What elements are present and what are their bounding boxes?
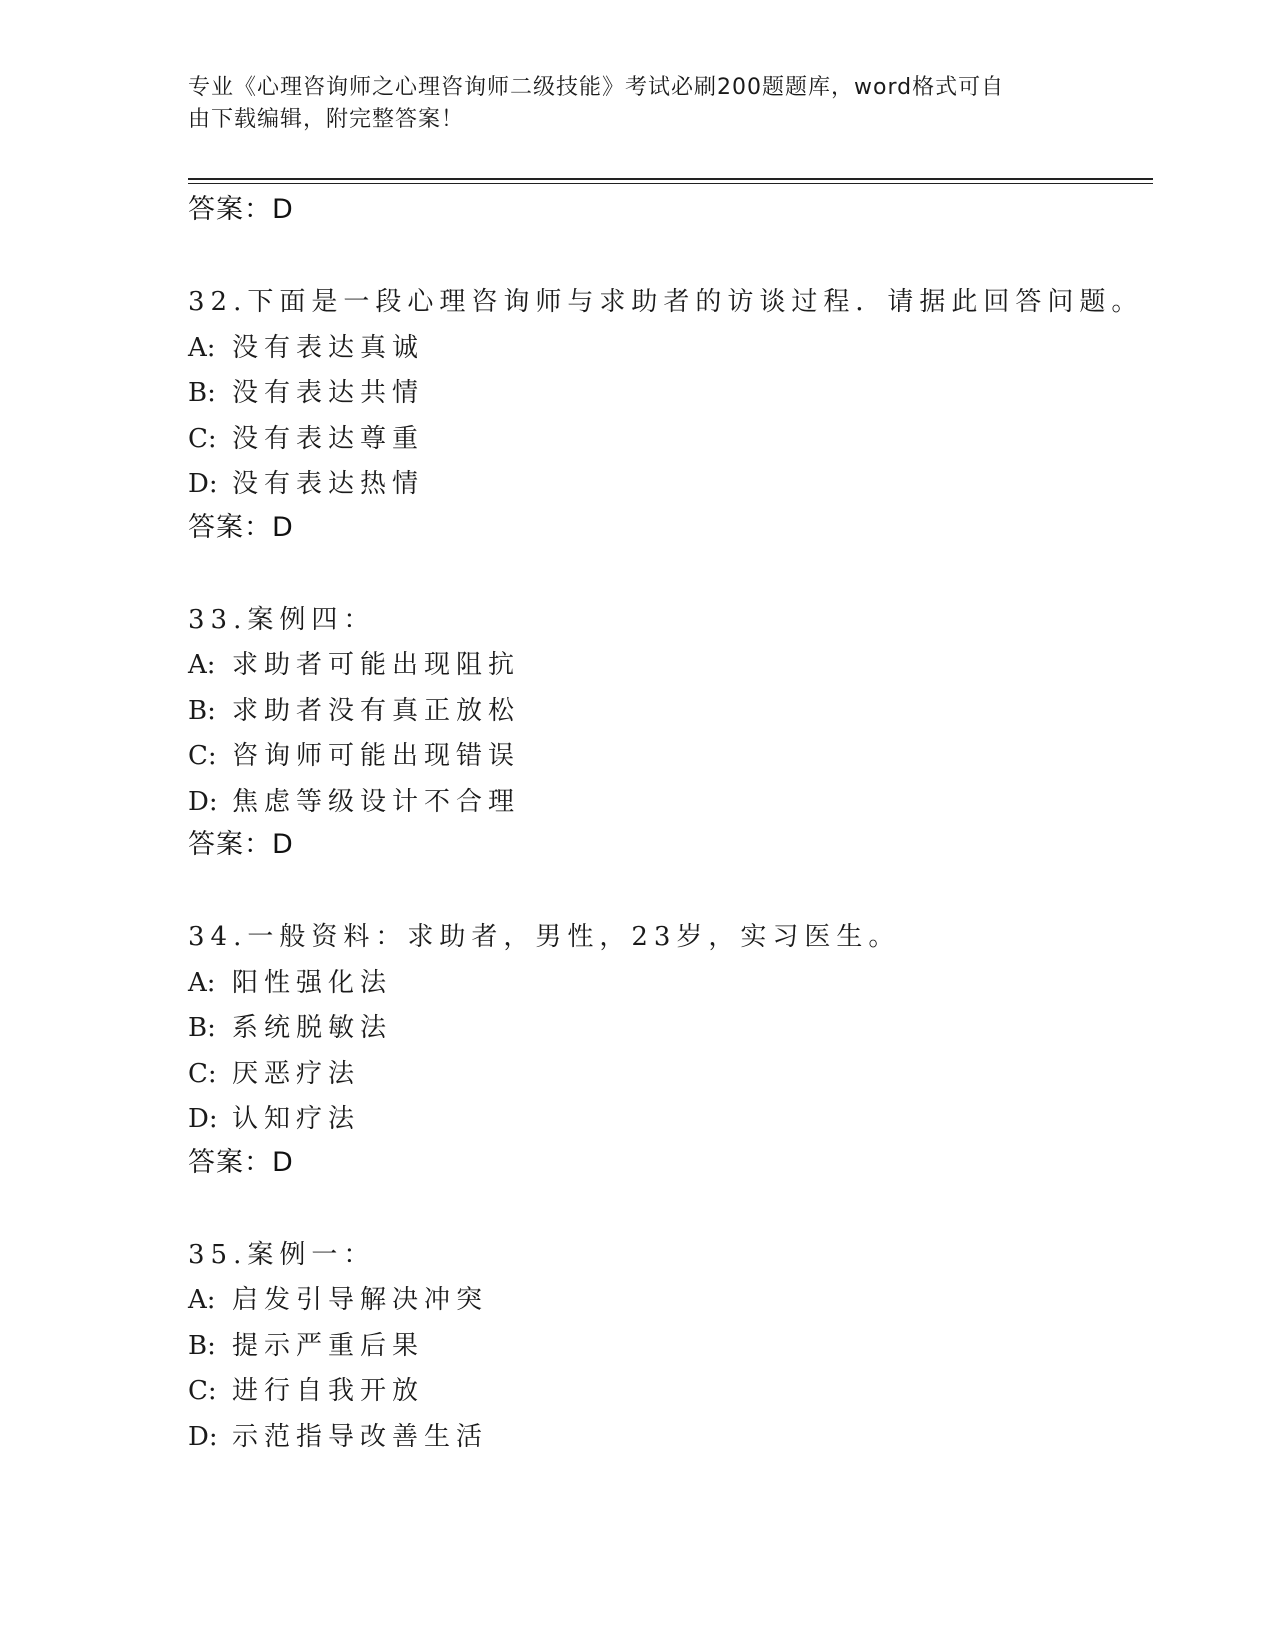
option-text: 阳性强化法 — [232, 967, 393, 998]
header-line-2: 由下载编辑，附完整答案！ — [188, 107, 465, 132]
answer-line: 答案：D — [188, 511, 294, 543]
option-a — [188, 326, 1153, 372]
option-b — [188, 1006, 1153, 1052]
answer-line: 答案：D — [188, 194, 294, 225]
option-letter: D: — [188, 1421, 218, 1452]
option-d — [188, 1097, 1153, 1143]
option-letter: B: — [188, 1013, 216, 1043]
question-list — [188, 190, 1153, 1460]
option-c — [188, 1052, 1153, 1098]
option-text: 进行自我开放 — [232, 1376, 425, 1406]
option-letter: C: — [188, 741, 217, 771]
option-letter: D: — [188, 469, 218, 499]
option-letter: B: — [188, 695, 216, 726]
option-b — [188, 371, 1153, 417]
option-b — [188, 1324, 1153, 1370]
option-letter: A: — [188, 332, 216, 363]
option-letter: B: — [188, 378, 216, 408]
option-text: 系统脱敏法 — [232, 1013, 393, 1043]
option-a — [188, 1278, 1153, 1324]
document-header — [188, 72, 1068, 136]
option-b — [188, 689, 1153, 735]
option-d — [188, 780, 1153, 826]
option-letter: A: — [188, 650, 216, 680]
option-c — [188, 417, 1153, 463]
question-34 — [188, 915, 1153, 1183]
option-letter: A: — [188, 1285, 216, 1315]
option-text: 求助者可能出现阻抗 — [232, 650, 521, 680]
option-c — [188, 1369, 1153, 1415]
question-stem: 33.案例四： — [188, 604, 376, 635]
option-text: 没有表达共情 — [232, 378, 425, 408]
option-letter: C: — [188, 1058, 217, 1089]
answer-line: 答案：D — [188, 1146, 294, 1178]
question-stem: 34.一般资料：求助者，男性，23岁，实习医生。 — [188, 922, 901, 952]
option-text: 焦虑等级设计不合理 — [232, 786, 521, 817]
question-32 — [188, 280, 1153, 548]
option-text: 没有表达真诚 — [232, 332, 425, 363]
option-text: 咨询师可能出现错误 — [232, 741, 521, 771]
answer-line: 答案：D — [188, 829, 294, 860]
question-33 — [188, 598, 1153, 866]
option-d — [188, 1415, 1153, 1461]
option-letter: C: — [188, 423, 217, 454]
option-a — [188, 961, 1153, 1007]
question-stem: 32.下面是一段心理咨询师与求助者的访谈过程．请据此回答问题。 — [188, 287, 1144, 317]
header-line-1: 专业《心理咨询师之心理咨询师二级技能》考试必刷200题题库，word格式可自 — [188, 75, 1005, 100]
option-text: 求助者没有真正放松 — [232, 695, 521, 726]
question-35 — [188, 1233, 1153, 1461]
option-text: 厌恶疗法 — [232, 1058, 361, 1089]
header-divider-thick — [188, 178, 1153, 180]
option-letter: C: — [188, 1376, 217, 1406]
option-letter: D: — [188, 786, 218, 817]
header-divider-thin — [188, 183, 1153, 184]
option-text: 提示严重后果 — [232, 1330, 425, 1361]
option-d — [188, 462, 1153, 508]
question-stem: 35.案例一： — [188, 1239, 376, 1270]
option-text: 示范指导改善生活 — [232, 1421, 489, 1452]
option-letter: A: — [188, 967, 216, 998]
option-c — [188, 734, 1153, 780]
option-a — [188, 643, 1153, 689]
option-letter: B: — [188, 1330, 216, 1361]
option-text: 没有表达热情 — [232, 469, 425, 499]
option-letter: D: — [188, 1104, 218, 1134]
option-text: 认知疗法 — [232, 1104, 361, 1134]
option-text: 启发引导解决冲突 — [232, 1285, 489, 1315]
option-text: 没有表达尊重 — [232, 423, 425, 454]
